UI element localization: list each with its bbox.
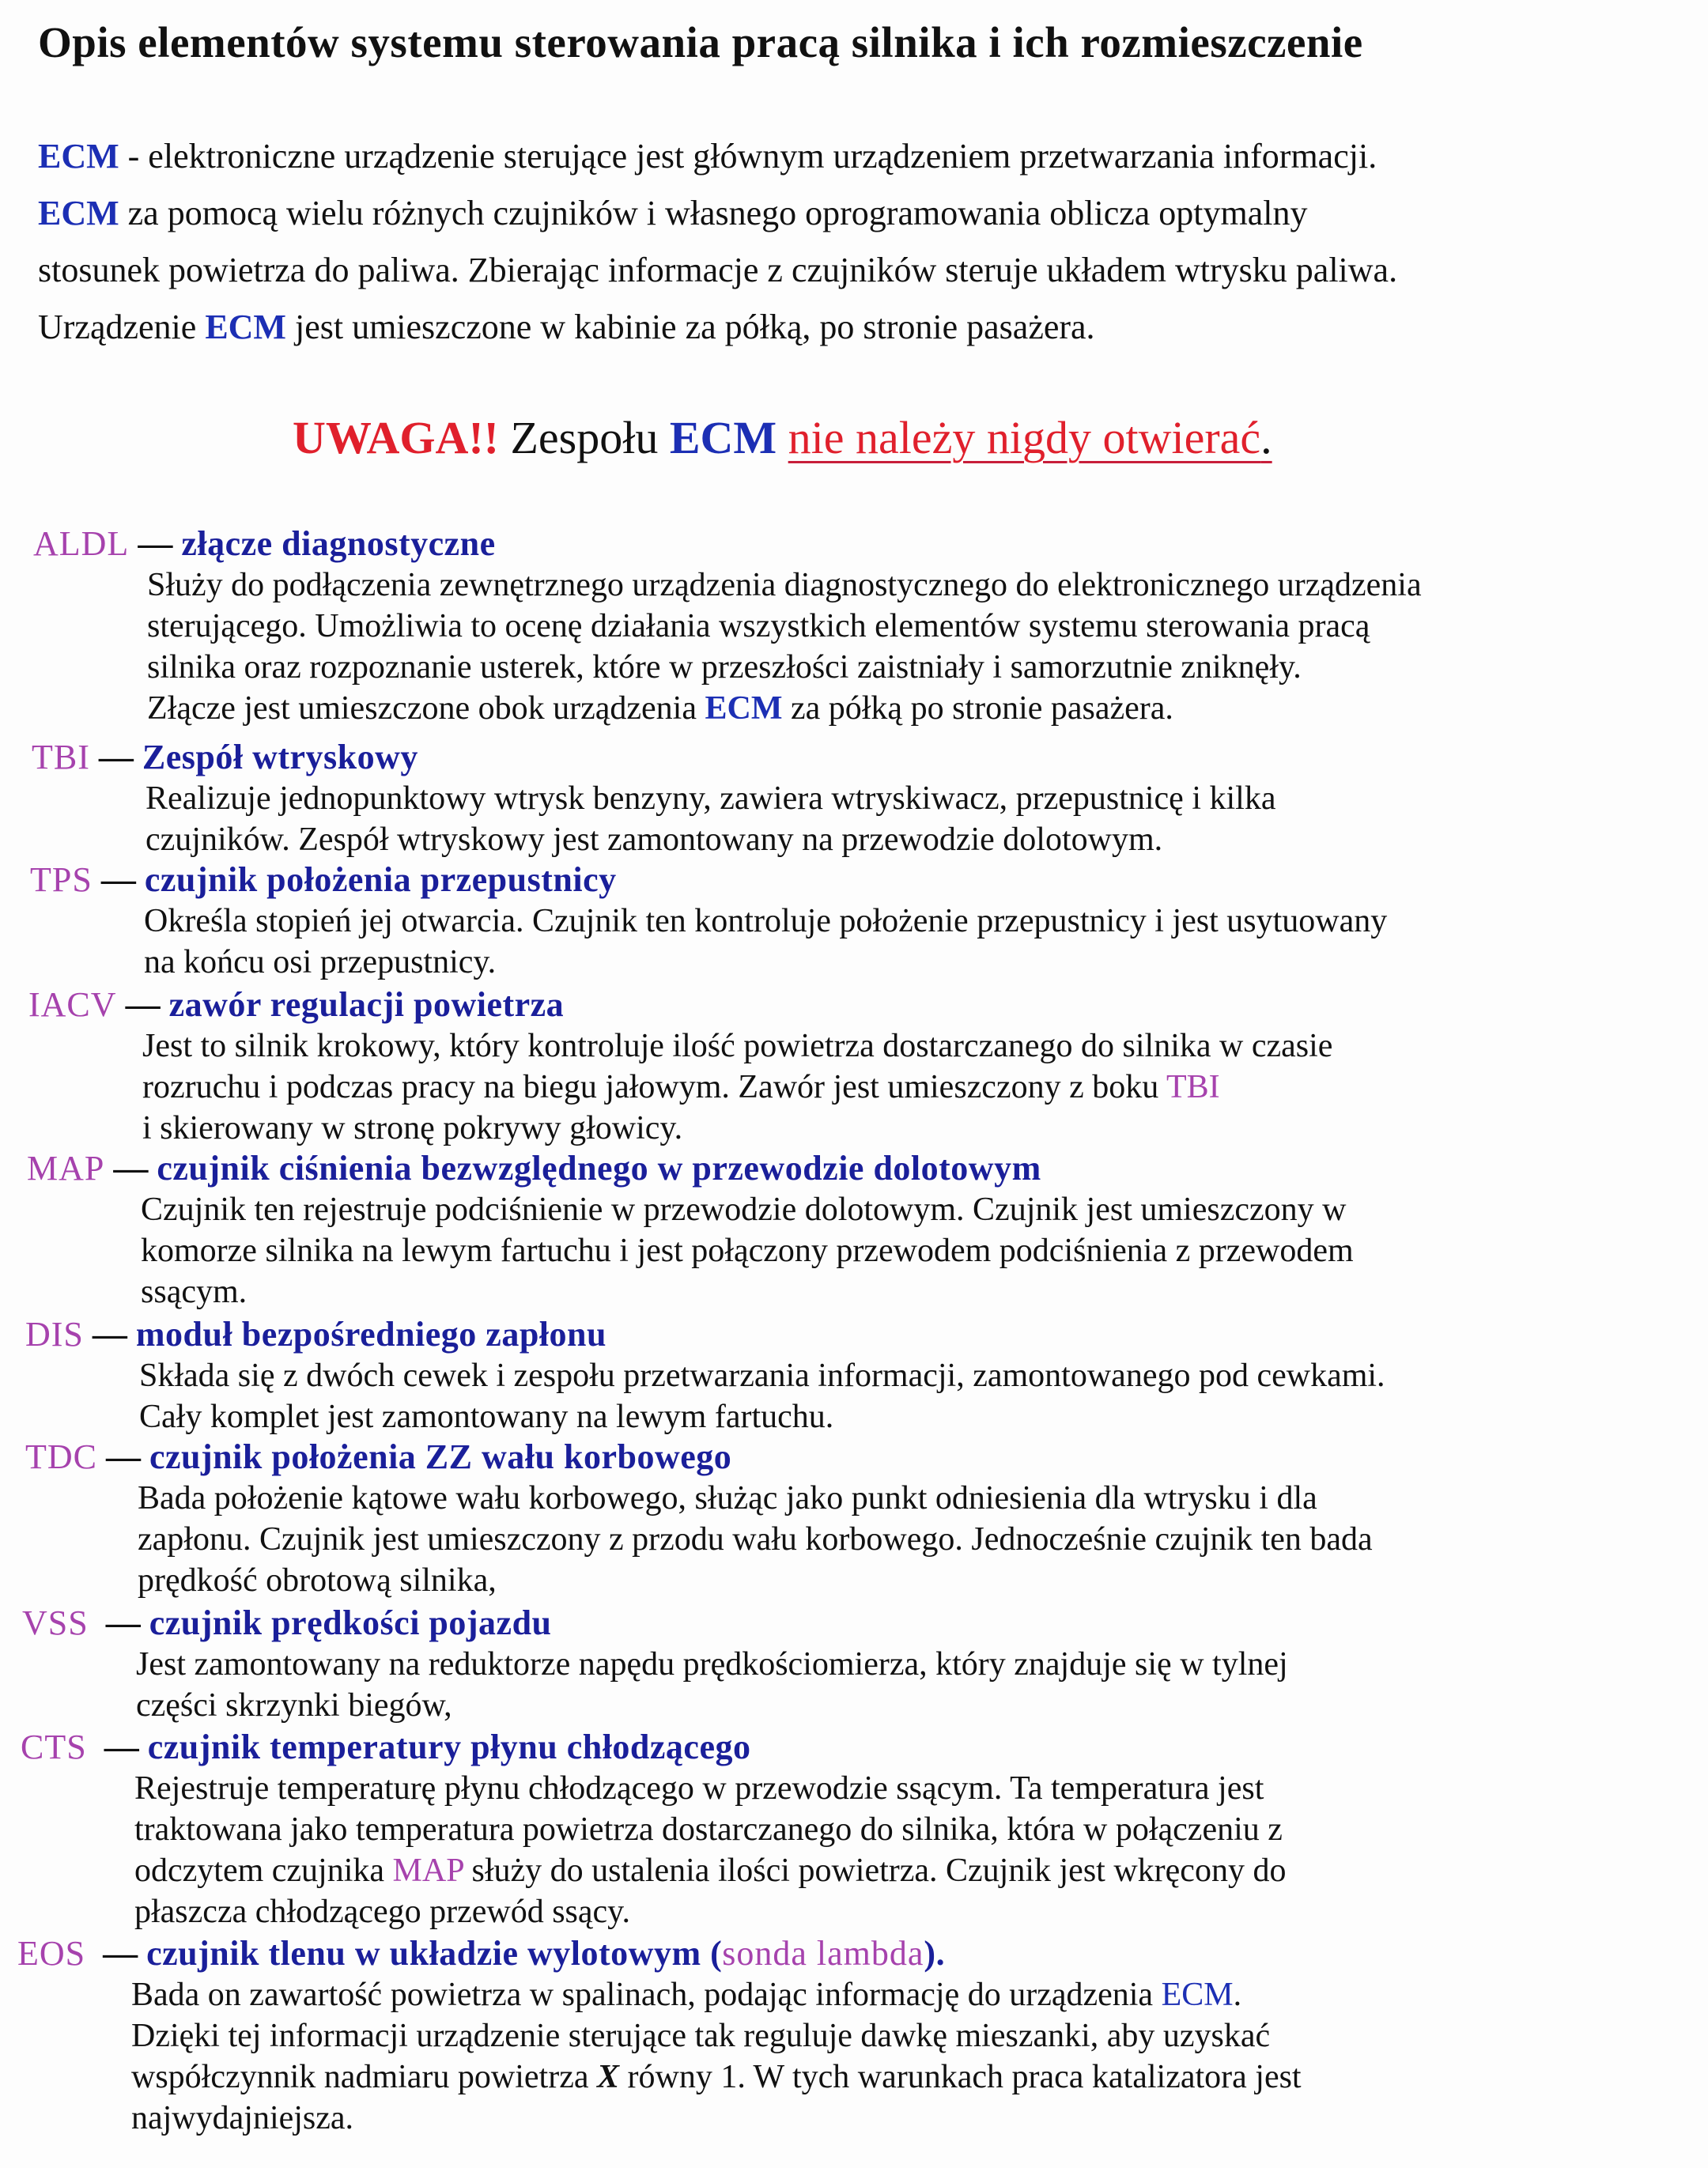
entry-code: TDC — [25, 1437, 97, 1476]
entry-term: Zespół wtryskowy — [142, 738, 418, 776]
description-line: czujników. Zespół wtryskowy jest zamontowany na przewodzie dolotowym. — [145, 821, 1163, 858]
entry-dash: — — [89, 738, 142, 776]
warning-text: Zespołu — [498, 412, 670, 463]
entry-description — [0, 1355, 1708, 1437]
entry-term-highlight: ZZ — [425, 1437, 473, 1476]
entry-description — [0, 1478, 1708, 1601]
description-line: Realizuje jednopunktowy wtrysk benzyny, zawiera wtryskiwacz, przepustnicę i kilka — [145, 780, 1276, 817]
description-line: Jest zamontowany na reduktorze napędu prędkościomierza, który znajduje się w tylnej — [136, 1646, 1288, 1683]
description-line: silnika oraz rozpoznanie usterek, które w przeszłości zaistniały i samorzutnie zniknęły. — [147, 649, 1302, 686]
entry-dash: — — [86, 1728, 148, 1766]
intro-text: - elektroniczne urządzenie sterujące jest głównym urządzeniem przetwarzania informacji. — [119, 137, 1377, 176]
entry-heading — [0, 984, 1708, 1025]
entry-heading — [0, 1603, 1708, 1644]
entry-heading — [0, 737, 1708, 778]
acronym-ecm: ECM — [38, 137, 119, 176]
entry-aldl — [0, 523, 1708, 729]
warning-period: . — [1260, 412, 1272, 463]
warning-emphasis — [788, 412, 1272, 463]
entry-term: czujnik ciśnienia bezwzględnego w przewodzie dolotowym — [157, 1149, 1041, 1188]
acronym-ecm: ECM — [669, 412, 777, 463]
acronym-ecm: ECM — [705, 690, 783, 727]
entry-term: czujnik położenia — [149, 1437, 425, 1476]
entry-description — [0, 565, 1708, 729]
entry-heading — [0, 1437, 1708, 1478]
entry-description — [0, 1189, 1708, 1313]
description-text: Złącze jest umieszczone obok urządzenia — [147, 690, 705, 727]
entry-dash: — — [116, 985, 169, 1024]
description-text: rozruchu i podczas pracy na biegu jałowym. Zawór jest umieszczony z boku — [142, 1069, 1166, 1105]
entry-iacv — [0, 984, 1708, 1149]
description-line — [131, 2057, 1708, 2098]
entry-cts — [0, 1727, 1708, 1932]
description-line: na końcu osi przepustnicy. — [144, 944, 497, 980]
warning-label: UWAGA!! — [293, 412, 499, 463]
acronym-ecm: ECM — [38, 194, 119, 232]
description-line — [131, 1974, 1708, 2015]
entry-code: EOS — [17, 1934, 86, 1973]
description-line: komorze silnika na lewym fartuchu i jest połączony przewodem podciśnienia z przewodem — [141, 1233, 1354, 1269]
entry-dis — [0, 1314, 1708, 1437]
intro-text: stosunek powietrza do paliwa. Zbierając informacje z czujników steruje układem wtrysku paliwa. — [38, 251, 1398, 289]
description-text: równy 1. W tych warunkach praca katalizatora jest — [619, 2059, 1302, 2095]
entry-dash: — — [104, 1149, 157, 1188]
description-line: zapłonu. Czujnik jest umieszczony z przodu wału korbowego. Jednocześnie czujnik ten bada — [138, 1521, 1373, 1558]
entry-description — [0, 1644, 1708, 1726]
entry-term: zawór regulacji powietrza — [168, 985, 565, 1024]
entry-vss — [0, 1603, 1708, 1726]
description-text: Bada on zawartość powietrza w spalinach, podając informację do urządzenia — [131, 1977, 1162, 2013]
entry-description — [0, 778, 1708, 860]
entry-term: ). — [924, 1934, 946, 1973]
entry-code: IACV — [28, 985, 117, 1024]
description-text: służy do ustalenia ilości powietrza. Czujnik jest wkręcony do — [463, 1853, 1287, 1889]
description-line: najwydajniejsza. — [131, 2100, 354, 2136]
description-line: i skierowany w stronę pokrywy głowicy. — [142, 1110, 683, 1146]
intro-paragraph — [38, 128, 1699, 356]
entry-term: czujnik prędkości pojazdu — [149, 1603, 552, 1642]
entry-heading — [0, 1933, 1708, 1974]
lambda-symbol: X — [596, 2059, 619, 2095]
description-text: za półką po stronie pasażera. — [782, 690, 1173, 727]
intro-text: za pomocą wielu różnych czujników i własnego oprogramowania oblicza optymalny — [119, 194, 1308, 232]
entry-term: moduł bezpośredniego zapłonu — [135, 1315, 606, 1354]
entry-code: MAP — [27, 1149, 105, 1188]
acronym-map: MAP — [392, 1853, 464, 1889]
description-line: Składa się z dwóch cewek i zespołu przetwarzania informacji, zamontowanego pod cewkami. — [139, 1358, 1385, 1394]
entry-dash: — — [85, 1934, 147, 1973]
entry-map — [0, 1148, 1708, 1313]
description-line: prędkość obrotową silnika, — [138, 1562, 497, 1599]
entry-code: DIS — [25, 1315, 84, 1354]
entry-heading — [0, 1148, 1708, 1189]
entry-dash: — — [88, 1603, 149, 1642]
description-line: Dzięki tej informacji urządzenie sterujące tak reguluje dawkę mieszanki, aby uzyskać — [131, 2018, 1271, 2054]
acronym-ecm: ECM — [1161, 1977, 1234, 2013]
entry-description — [0, 1768, 1708, 1932]
description-line: Czujnik ten rejestruje podciśnienie w przewodzie dolotowym. Czujnik jest umieszczony w — [141, 1192, 1347, 1228]
intro-text: Urządzenie — [38, 308, 206, 346]
page-title: Opis elementów systemu sterowania pracą silnika i ich rozmieszczenie — [38, 18, 1363, 66]
entry-eos — [0, 1933, 1708, 2139]
entry-heading — [0, 523, 1708, 565]
acronym-ecm: ECM — [205, 308, 286, 346]
intro-line — [38, 185, 1699, 242]
intro-line — [38, 128, 1699, 185]
description-line: części skrzynki biegów, — [136, 1687, 452, 1724]
entry-tps — [0, 859, 1708, 983]
warning-emphasis-text: nie należy nigdy otwierać — [788, 412, 1261, 463]
entry-dash: — — [92, 860, 145, 899]
entry-code: ALDL — [33, 524, 130, 563]
entry-dash: — — [129, 524, 182, 563]
entry-code: VSS — [22, 1603, 89, 1642]
entry-dash: — — [83, 1315, 136, 1354]
entry-heading — [0, 859, 1708, 901]
acronym-tbi: TBI — [1166, 1069, 1220, 1105]
entry-term: złącze diagnostyczne — [181, 524, 496, 563]
entry-term: czujnik tlenu w układzie wylotowym ( — [146, 1934, 723, 1973]
entry-term-highlight: sonda lambda — [722, 1934, 924, 1973]
entry-tbi — [0, 737, 1708, 860]
description-line: Służy do podłączenia zewnętrznego urządzenia diagnostycznego do elektronicznego urządzenia — [147, 567, 1422, 603]
entry-code: TPS — [30, 860, 93, 899]
entry-dash: — — [97, 1437, 149, 1476]
description-line: Bada położenie kątowe wału korbowego, służąc jako punkt odniesienia dla wtrysku i dla — [138, 1480, 1317, 1516]
entry-description — [0, 1974, 1708, 2139]
entry-heading — [0, 1727, 1708, 1768]
description-text: . — [1233, 1977, 1242, 2013]
entry-code: TBI — [32, 738, 90, 776]
entry-term: czujnik położenia przepustnicy — [144, 860, 617, 899]
description-line: Rejestruje temperaturę płynu chłodzącego w przewodzie ssącym. Ta temperatura jest — [134, 1770, 1264, 1807]
entry-term: wału korbowego — [472, 1437, 732, 1476]
description-line: Jest to silnik krokowy, który kontroluje ilość powietrza dostarczanego do silnika w czasie — [142, 1028, 1333, 1064]
intro-line — [38, 299, 1699, 356]
description-line — [147, 688, 1708, 729]
entry-term: czujnik temperatury płynu chłodzącego — [147, 1728, 751, 1766]
description-text: odczytem czujnika — [134, 1853, 393, 1889]
description-text: współczynnik nadmiaru powietrza — [131, 2059, 597, 2095]
entry-description — [0, 1025, 1708, 1149]
intro-text: jest umieszczone w kabinie za półką, po stronie pasażera. — [285, 308, 1095, 346]
description-line: ssącym. — [141, 1274, 248, 1310]
entry-description — [0, 901, 1708, 983]
description-line: Cały komplet jest zamontowany na lewym fartuchu. — [139, 1399, 834, 1435]
description-line: sterującego. Umożliwia to ocenę działania wszystkich elementów systemu sterowania pracą — [147, 608, 1370, 644]
description-line: płaszcza chłodzącego przewód ssący. — [134, 1894, 630, 1930]
warning-notice — [293, 411, 1272, 464]
entry-tdc — [0, 1437, 1708, 1601]
description-line — [142, 1067, 1708, 1108]
description-line: Określa stopień jej otwarcia. Czujnik ten kontroluje położenie przepustnicy i jest usytuowany — [144, 903, 1388, 939]
description-line: traktowana jako temperatura powietrza dostarczanego do silnika, która w połączeniu z — [134, 1811, 1283, 1848]
entry-heading — [0, 1314, 1708, 1355]
description-line — [134, 1850, 1708, 1891]
intro-line — [38, 242, 1699, 299]
entry-code: CTS — [21, 1728, 87, 1766]
